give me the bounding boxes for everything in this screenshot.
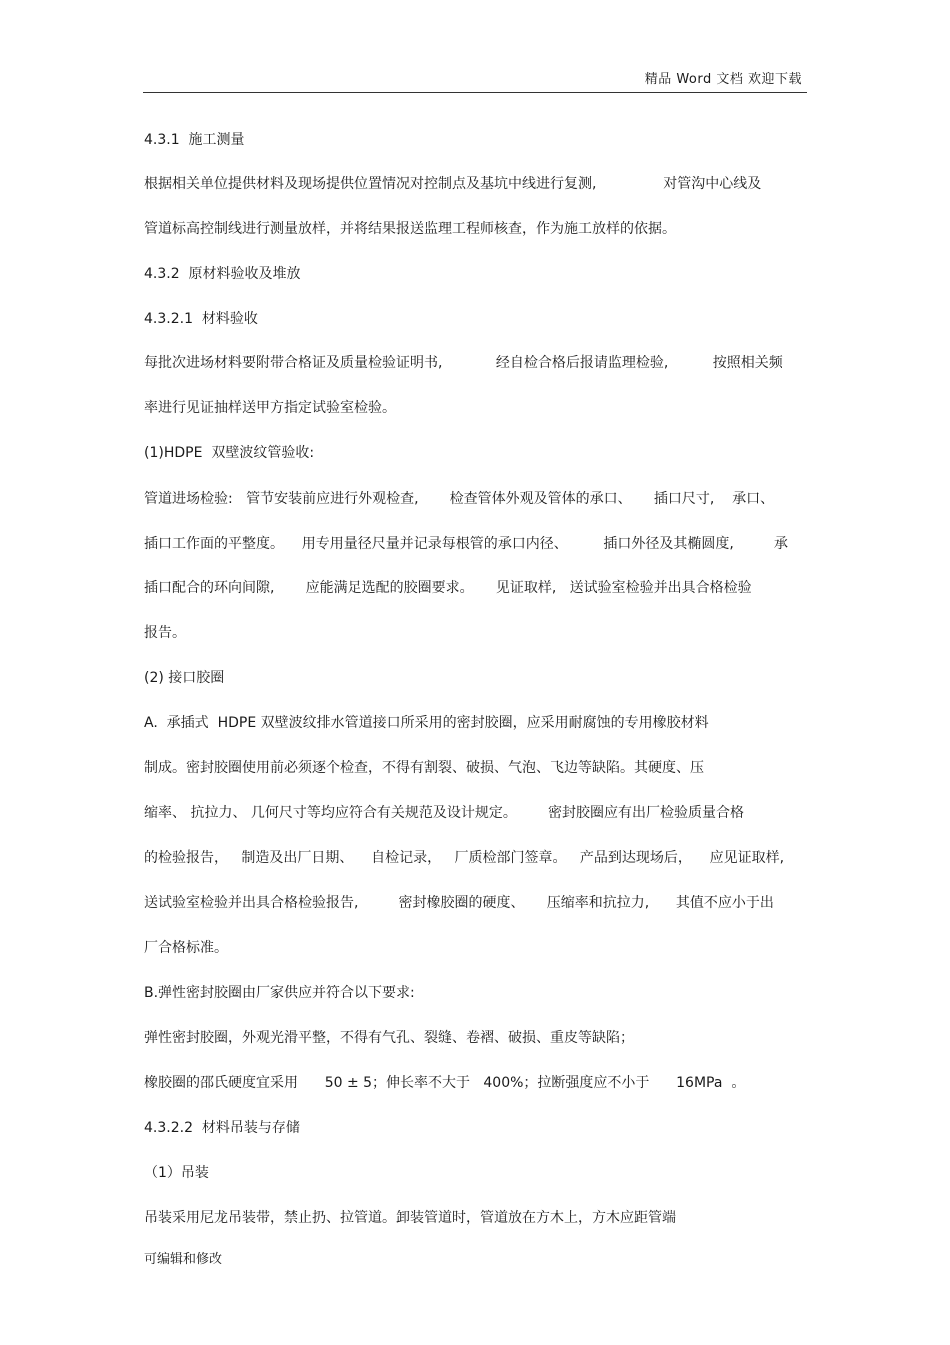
page-header: 精品 Word 文档 欢迎下载 (644, 72, 802, 87)
paragraph-line: A. 承插式 HDPE 双壁波纹排水管道接口所采用的密封胶圈，应采用耐腐蚀的专用橡胶材料 (144, 715, 709, 731)
page-footer: 可编辑和修改 (144, 1252, 223, 1267)
paragraph-line: 插口配合的环向间隙, 应能满足选配的胶圈要求。 见证取样, 送试验室检验并出具合格检验 (144, 580, 752, 596)
paragraph-line: 厂合格标准。 (144, 940, 228, 956)
paragraph-line: 橡胶圈的邵氏硬度宜采用 50 ± 5；伸长率不大于 400%；拉断强度应不小于 16MPa 。 (144, 1075, 746, 1091)
paragraph-line: 吊装采用尼龙吊装带，禁止扔、拉管道。卸装管道时，管道放在方木上，方木应距管端 (144, 1210, 676, 1226)
paragraph-line: 送试验室检验并出具合格检验报告, 密封橡胶圈的硬度、 压缩率和抗拉力, 其值不应小于出 (144, 895, 774, 911)
paragraph-line: 报告。 (144, 625, 186, 641)
item-heading: (2) 接口胶圈 (144, 670, 225, 686)
header-divider (143, 92, 807, 93)
paragraph-line: 每批次进场材料要附带合格证及质量检验证明书, 经自检合格后报请监理检验, 按照相关频 (144, 355, 783, 371)
section-heading: 4.3.1 施工测量 (144, 132, 245, 148)
paragraph-line: 管道进场检验: 管节安装前应进行外观检查, 检查管体外观及管体的承口、 插口尺寸, 承口、 (144, 491, 775, 507)
item-heading: B.弹性密封胶圈由厂家供应并符合以下要求: (144, 985, 415, 1001)
paragraph-line: 插口工作面的平整度。 用专用量径尺量并记录每根管的承口内径、 插口外径及其椭圆度, 承 (144, 536, 788, 552)
subsection-heading: 4.3.2.1 材料验收 (144, 311, 258, 327)
paragraph-line: 管道标高控制线进行测量放样，并将结果报送监理工程师核查，作为施工放样的依据。 (144, 221, 676, 237)
paragraph-line: 制成。密封胶圈使用前必须逐个检查，不得有割裂、破损、气泡、飞边等缺陷。其硬度、压 (144, 760, 704, 776)
item-heading: （1）吊装 (144, 1165, 209, 1181)
item-heading: (1)HDPE 双壁波纹管验收: (144, 445, 315, 461)
paragraph-line: 弹性密封胶圈，外观光滑平整，不得有气孔、裂缝、卷褶、破损、重皮等缺陷； (144, 1030, 634, 1046)
paragraph-line: 的检验报告， 制造及出厂日期、 自检记录， 厂质检部门签章。 产品到达现场后， 应见证取样, (144, 850, 785, 866)
paragraph-line: 缩率、 抗拉力、 几何尺寸等均应符合有关规范及设计规定。 密封胶圈应有出厂检验质量合格 (144, 805, 745, 821)
paragraph-line: 根据相关单位提供材料及现场提供位置情况对控制点及基坑中线进行复测, 对管沟中心线及 (144, 176, 762, 192)
subsection-heading: 4.3.2.2 材料吊装与存储 (144, 1120, 300, 1136)
paragraph-line: 率进行见证抽样送甲方指定试验室检验。 (144, 400, 396, 416)
section-heading: 4.3.2 原材料验收及堆放 (144, 266, 301, 282)
